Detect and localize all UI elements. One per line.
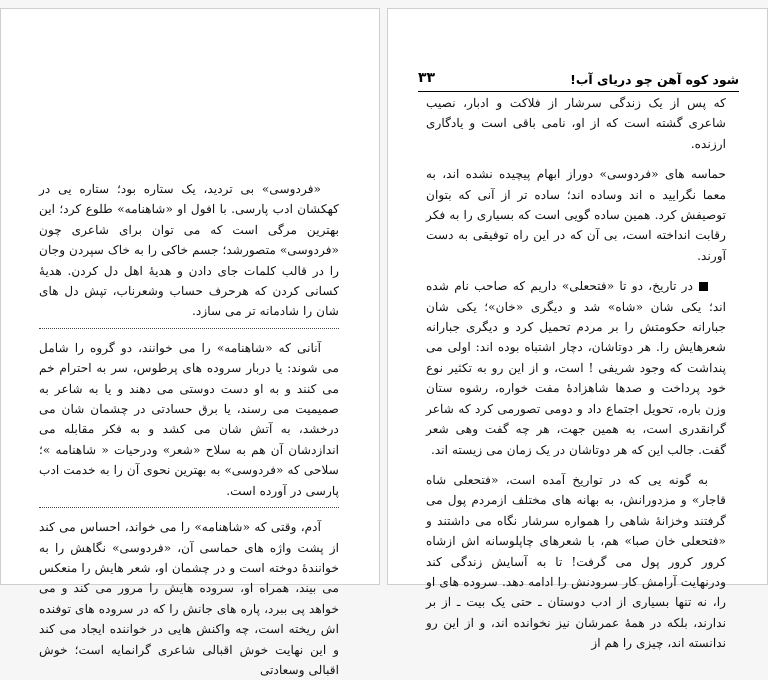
paragraph-divider [39,328,339,330]
right-page-body [426,93,726,654]
right-paragraph-1: که پس از یک زندگی سرشار از فلاکت و ادبار، نصیب شاعری گشته است که از او، نامی باقی است و یادگاری ارزنده. [426,96,726,151]
left-paragraph-1: «فردوسی» بی تردید، یک ستاره بود؛ ستاره یی در کهکشان ادب پارسی. با افول او «شاهنامه» طلوع کرد؛ این بهترین مرگی است که می توان برای شاعری چون «فردوسی» متصورشد؛ جسم خاکی را به خاک سپردن وجان را در قالب کلمات جای دادن و هدیۀ اهل دل کردن. هدیۀ کسانی کردن که هرحرف حساب وشعرناب، تپش دل های شان را شادمانه تر می سازد. [39,182,339,319]
left-paragraph-2: آنانی که «شاهنامه» را می خوانند، دو گروه را شامل می شوند: یا دربار سروده های پرطوس، سر به احترام خم می کنند و به او دست دوستی می دهند و یا به شاعر به صمیمیت می رسند، یا برق حسادتی در چشمان شان می درخشد، به آتش شان می کشد و به فکر مقابله می اندازدشان آن هم به سلاح «شعر» ودرحیات « شاهنامه »؛ سلاحی که «فردوسی» به بهترین نحوی آن را به خدمت ادب پارسی در آورده است. [39,340,339,498]
right-paragraph-3-wrapper [426,276,726,460]
right-paragraph-3: در تاریخ، دو تا «فتحعلی» داریم که صاحب نام شده اند؛ یکی شان «شاه» شد و دیگری «خان»؛ یکی شان جبارانه حکومتش را بر مردم تحمیل کرد و دیگری جبارانه شعرهایش را. هر دوتاشان، دچار اشتباه بوده اند: اولی می پنداشت که وجود شریفی ! است، و از این رو به تکثیر نوع خود پرداخت و صدها شاهزادۀ مفت خواره، رشوه ستان وزن باره، تحویل اجتماع داد و دومی تصورمی کرد که شاعر گرانقدری است، به همین جهت، هر چه گفت وهی شعر گفت. جالب این که هر دوتاشان در یک زمان می زیسته اند. [426,279,726,457]
right-page [387,8,768,651]
left-paragraph-3: آدم، وقتی که «شاهنامه» را می خواند، احساس می کند از پشت واژه های حماسی آن، «فردوسی» نگاهش را به خوانندۀ دوخته است و در چشمان او، شعر هایش را منعکس می بیند، همراه او، سروده هایش را مرور می کند و می خواهد پی ببرد، پاره های جانش را که در سروده های توفنده اش ریخته است، چه واکنش هایی در خواننده ایجاد می کند و این نهایت خوش اقبالی شاعری گرانمایه است؛ خوش اقبالی وسعادتی [39,520,339,677]
left-page-body [39,179,339,680]
page-header [418,69,739,92]
running-title: شود کوه آهن چو دریای آب! [570,72,739,87]
paragraph-divider [39,507,339,509]
right-paragraph-2: حماسه های «فردوسی» دوراز ابهام پیچیده نشده اند، به معما نگرایید ه اند وساده اند؛ ساده تر از آنی که بتوان توصیفش کرد. همین ساده گویی است که بسیاری را به فکر رقابت انداخته است، بی آن که در این راه توفیقی به دست آورند. [426,167,726,263]
right-paragraph-4: به گونه یی که در تواریخ آمده است، «فتحعلی شاه قاجار» و مزدورانش، به بهانه های مختلف ازمردم پول می گرفتند وخزانۀ شاهی را همواره سرشار نگاه می داشتند و «فتحعلی خان صبا» هم، با شعرهای چاپلوسانه اش ازشاه کرور کرور پول می گرفت! تا به آسایش زندگی کند ودرنهایت آرامش کار سرودنش را ادامه دهد. سروده های او را، نه تنها بسیاری از ادب دوستان ـ حتی یک بیت ـ از بر ندارند، بلکه در همۀ عمرشان نیز نخوانده اند، و از این رو ندانسته اند، چیزی را هم از [426,472,726,651]
page-number: ۳۳ [418,70,436,86]
section-marker-icon [699,282,708,291]
left-page [0,8,380,677]
